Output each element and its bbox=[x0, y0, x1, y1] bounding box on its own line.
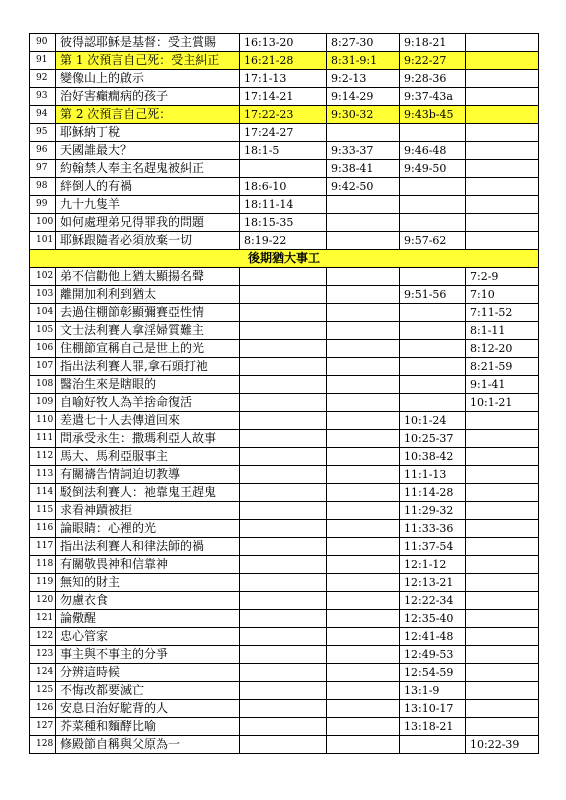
event-title: 有關禱告情詞迫切教導 bbox=[56, 466, 240, 484]
matthew-ref bbox=[240, 574, 327, 592]
row-number: 127 bbox=[30, 718, 56, 736]
event-title: 耶穌納丁稅 bbox=[56, 124, 240, 142]
luke-ref: 13:1-9 bbox=[400, 682, 466, 700]
luke-ref: 12:35-40 bbox=[400, 610, 466, 628]
john-ref bbox=[466, 106, 539, 124]
luke-ref: 10:1-24 bbox=[400, 412, 466, 430]
event-title: 有關敬畏神和信靠神 bbox=[56, 556, 240, 574]
john-ref bbox=[466, 520, 539, 538]
mark-ref bbox=[327, 556, 400, 574]
row-number: 122 bbox=[30, 628, 56, 646]
table-row bbox=[30, 88, 539, 106]
section-row bbox=[30, 250, 539, 268]
row-number: 123 bbox=[30, 646, 56, 664]
table-row bbox=[30, 466, 539, 484]
matthew-ref bbox=[240, 358, 327, 376]
matthew-ref: 16:13-20 bbox=[240, 34, 327, 52]
event-title: 事主與不事主的分爭 bbox=[56, 646, 240, 664]
matthew-ref bbox=[240, 286, 327, 304]
john-ref bbox=[466, 34, 539, 52]
luke-ref: 9:18-21 bbox=[400, 34, 466, 52]
mark-ref bbox=[327, 358, 400, 376]
luke-ref: 13:10-17 bbox=[400, 700, 466, 718]
table-row bbox=[30, 646, 539, 664]
row-number: 92 bbox=[30, 70, 56, 88]
luke-ref: 9:22-27 bbox=[400, 52, 466, 70]
mark-ref: 9:30-32 bbox=[327, 106, 400, 124]
row-number: 113 bbox=[30, 466, 56, 484]
row-number: 120 bbox=[30, 592, 56, 610]
event-title: 論儆醒 bbox=[56, 610, 240, 628]
table-row bbox=[30, 394, 539, 412]
mark-ref bbox=[327, 124, 400, 142]
matthew-ref bbox=[240, 322, 327, 340]
table-row bbox=[30, 52, 539, 70]
table-row bbox=[30, 124, 539, 142]
row-number: 125 bbox=[30, 682, 56, 700]
matthew-ref bbox=[240, 646, 327, 664]
table-row bbox=[30, 160, 539, 178]
luke-ref: 11:33-36 bbox=[400, 520, 466, 538]
luke-ref bbox=[400, 736, 466, 754]
john-ref bbox=[466, 430, 539, 448]
john-ref bbox=[466, 574, 539, 592]
row-number: 108 bbox=[30, 376, 56, 394]
event-title: 約翰禁人奉主名趕鬼被糾正 bbox=[56, 160, 240, 178]
table-row bbox=[30, 718, 539, 736]
mark-ref bbox=[327, 412, 400, 430]
john-ref bbox=[466, 160, 539, 178]
row-number: 128 bbox=[30, 736, 56, 754]
john-ref bbox=[466, 178, 539, 196]
event-title: 變像山上的啟示 bbox=[56, 70, 240, 88]
table-row bbox=[30, 358, 539, 376]
mark-ref bbox=[327, 502, 400, 520]
event-title: 醫治生來是瞎眼的 bbox=[56, 376, 240, 394]
matthew-ref bbox=[240, 502, 327, 520]
event-title: 離開加利利到猶太 bbox=[56, 286, 240, 304]
event-title: 弟不信勸他上猶太顯揚名聲 bbox=[56, 268, 240, 286]
table-row bbox=[30, 682, 539, 700]
matthew-ref: 8:19-22 bbox=[240, 232, 327, 250]
table-row bbox=[30, 502, 539, 520]
luke-ref: 12:13-21 bbox=[400, 574, 466, 592]
john-ref bbox=[466, 88, 539, 106]
row-number: 103 bbox=[30, 286, 56, 304]
matthew-ref: 17:22-23 bbox=[240, 106, 327, 124]
matthew-ref: 16:21-28 bbox=[240, 52, 327, 70]
table-row bbox=[30, 412, 539, 430]
john-ref bbox=[466, 124, 539, 142]
table-row bbox=[30, 70, 539, 88]
event-title: 忠心管家 bbox=[56, 628, 240, 646]
luke-ref: 11:1-13 bbox=[400, 466, 466, 484]
john-ref: 7:2-9 bbox=[466, 268, 539, 286]
row-number: 114 bbox=[30, 484, 56, 502]
table-row bbox=[30, 538, 539, 556]
john-ref bbox=[466, 142, 539, 160]
matthew-ref bbox=[240, 304, 327, 322]
mark-ref bbox=[327, 394, 400, 412]
luke-ref: 10:25-37 bbox=[400, 430, 466, 448]
john-ref bbox=[466, 196, 539, 214]
row-number: 115 bbox=[30, 502, 56, 520]
event-title: 論眼睛：心裡的光 bbox=[56, 520, 240, 538]
table-row bbox=[30, 610, 539, 628]
matthew-ref bbox=[240, 520, 327, 538]
event-title: 勿慮衣食 bbox=[56, 592, 240, 610]
mark-ref bbox=[327, 664, 400, 682]
matthew-ref bbox=[240, 448, 327, 466]
event-title: 治好害癲癇病的孩子 bbox=[56, 88, 240, 106]
event-title: 天國誰最大？ bbox=[56, 142, 240, 160]
mark-ref bbox=[327, 376, 400, 394]
row-number: 96 bbox=[30, 142, 56, 160]
table-row bbox=[30, 448, 539, 466]
table-body-bottom bbox=[30, 268, 539, 754]
table-row bbox=[30, 196, 539, 214]
luke-ref: 12:22-34 bbox=[400, 592, 466, 610]
luke-ref: 12:1-12 bbox=[400, 556, 466, 574]
john-ref bbox=[466, 448, 539, 466]
mark-ref: 9:42-50 bbox=[327, 178, 400, 196]
row-number: 91 bbox=[30, 52, 56, 70]
matthew-ref bbox=[240, 538, 327, 556]
event-title: 自喻好牧人為羊捨命復活 bbox=[56, 394, 240, 412]
matthew-ref: 17:1-13 bbox=[240, 70, 327, 88]
luke-ref bbox=[400, 268, 466, 286]
table-row bbox=[30, 286, 539, 304]
john-ref bbox=[466, 538, 539, 556]
event-title: 分辨這時候 bbox=[56, 664, 240, 682]
row-number: 100 bbox=[30, 214, 56, 232]
mark-ref: 9:14-29 bbox=[327, 88, 400, 106]
event-title: 第 2 次預言自己死： bbox=[56, 106, 240, 124]
matthew-ref bbox=[240, 628, 327, 646]
event-title: 駁倒法利賽人：祂靠鬼王趕鬼 bbox=[56, 484, 240, 502]
luke-ref bbox=[400, 124, 466, 142]
john-ref bbox=[466, 700, 539, 718]
row-number: 102 bbox=[30, 268, 56, 286]
luke-ref bbox=[400, 196, 466, 214]
john-ref: 7:11-52 bbox=[466, 304, 539, 322]
matthew-ref bbox=[240, 466, 327, 484]
section-title: 後期猶大事工 bbox=[30, 250, 539, 268]
luke-ref: 11:29-32 bbox=[400, 502, 466, 520]
table-row bbox=[30, 430, 539, 448]
luke-ref: 9:37-43a bbox=[400, 88, 466, 106]
luke-ref bbox=[400, 340, 466, 358]
luke-ref: 12:41-48 bbox=[400, 628, 466, 646]
matthew-ref bbox=[240, 484, 327, 502]
matthew-ref bbox=[240, 664, 327, 682]
mark-ref bbox=[327, 340, 400, 358]
luke-ref: 9:28-36 bbox=[400, 70, 466, 88]
event-title: 耶穌跟隨者必須放棄一切 bbox=[56, 232, 240, 250]
event-title: 芥菜種和麵酵比喻 bbox=[56, 718, 240, 736]
table-row bbox=[30, 178, 539, 196]
matthew-ref bbox=[240, 340, 327, 358]
event-title: 去過住棚節彰顯彌賽亞性情 bbox=[56, 304, 240, 322]
luke-ref: 9:57-62 bbox=[400, 232, 466, 250]
row-number: 112 bbox=[30, 448, 56, 466]
mark-ref bbox=[327, 520, 400, 538]
table-row bbox=[30, 34, 539, 52]
john-ref bbox=[466, 52, 539, 70]
luke-ref: 13:18-21 bbox=[400, 718, 466, 736]
mark-ref bbox=[327, 268, 400, 286]
john-ref: 8:21-59 bbox=[466, 358, 539, 376]
john-ref bbox=[466, 214, 539, 232]
event-title: 馬大、馬利亞服事主 bbox=[56, 448, 240, 466]
event-title: 九十九隻羊 bbox=[56, 196, 240, 214]
mark-ref bbox=[327, 682, 400, 700]
matthew-ref bbox=[240, 556, 327, 574]
mark-ref bbox=[327, 700, 400, 718]
table-row bbox=[30, 592, 539, 610]
john-ref bbox=[466, 502, 539, 520]
matthew-ref: 18:11-14 bbox=[240, 196, 327, 214]
john-ref: 9:1-41 bbox=[466, 376, 539, 394]
matthew-ref: 18:6-10 bbox=[240, 178, 327, 196]
row-number: 119 bbox=[30, 574, 56, 592]
john-ref bbox=[466, 466, 539, 484]
event-title: 求看神蹟被拒 bbox=[56, 502, 240, 520]
row-number: 121 bbox=[30, 610, 56, 628]
luke-ref bbox=[400, 178, 466, 196]
matthew-ref bbox=[240, 610, 327, 628]
matthew-ref bbox=[240, 268, 327, 286]
matthew-ref bbox=[240, 736, 327, 754]
john-ref bbox=[466, 232, 539, 250]
row-number: 98 bbox=[30, 178, 56, 196]
row-number: 95 bbox=[30, 124, 56, 142]
mark-ref bbox=[327, 574, 400, 592]
table-row bbox=[30, 304, 539, 322]
matthew-ref bbox=[240, 682, 327, 700]
table-row bbox=[30, 214, 539, 232]
table-row bbox=[30, 664, 539, 682]
matthew-ref bbox=[240, 718, 327, 736]
mark-ref bbox=[327, 196, 400, 214]
row-number: 101 bbox=[30, 232, 56, 250]
mark-ref bbox=[327, 448, 400, 466]
event-title: 無知的財主 bbox=[56, 574, 240, 592]
mark-ref bbox=[327, 322, 400, 340]
mark-ref: 9:38-41 bbox=[327, 160, 400, 178]
john-ref bbox=[466, 556, 539, 574]
table-row bbox=[30, 340, 539, 358]
mark-ref bbox=[327, 286, 400, 304]
john-ref bbox=[466, 664, 539, 682]
mark-ref: 9:2-13 bbox=[327, 70, 400, 88]
mark-ref bbox=[327, 430, 400, 448]
john-ref bbox=[466, 592, 539, 610]
luke-ref: 11:14-28 bbox=[400, 484, 466, 502]
john-ref: 10:22-39 bbox=[466, 736, 539, 754]
event-title: 文士法利賽人拿淫婦質難主 bbox=[56, 322, 240, 340]
event-title: 絆倒人的有禍 bbox=[56, 178, 240, 196]
john-ref: 10:1-21 bbox=[466, 394, 539, 412]
john-ref: 7:10 bbox=[466, 286, 539, 304]
mark-ref: 8:31-9:1 bbox=[327, 52, 400, 70]
luke-ref bbox=[400, 376, 466, 394]
event-title: 安息日治好駝背的人 bbox=[56, 700, 240, 718]
event-title: 如何處理弟兄得罪我的問題 bbox=[56, 214, 240, 232]
table-row bbox=[30, 376, 539, 394]
event-title: 彼得認耶穌是基督：受主賞賜 bbox=[56, 34, 240, 52]
row-number: 110 bbox=[30, 412, 56, 430]
matthew-ref: 18:15-35 bbox=[240, 214, 327, 232]
table-row bbox=[30, 232, 539, 250]
row-number: 107 bbox=[30, 358, 56, 376]
john-ref: 8:1-11 bbox=[466, 322, 539, 340]
mark-ref bbox=[327, 610, 400, 628]
row-number: 106 bbox=[30, 340, 56, 358]
table-row bbox=[30, 700, 539, 718]
mark-ref bbox=[327, 718, 400, 736]
john-ref bbox=[466, 610, 539, 628]
john-ref bbox=[466, 718, 539, 736]
luke-ref: 12:49-53 bbox=[400, 646, 466, 664]
row-number: 90 bbox=[30, 34, 56, 52]
row-number: 109 bbox=[30, 394, 56, 412]
mark-ref bbox=[327, 484, 400, 502]
table-row bbox=[30, 106, 539, 124]
luke-ref: 9:49-50 bbox=[400, 160, 466, 178]
mark-ref bbox=[327, 538, 400, 556]
table-body-top bbox=[30, 34, 539, 250]
row-number: 116 bbox=[30, 520, 56, 538]
john-ref bbox=[466, 628, 539, 646]
luke-ref bbox=[400, 394, 466, 412]
row-number: 93 bbox=[30, 88, 56, 106]
luke-ref: 12:54-59 bbox=[400, 664, 466, 682]
john-ref: 8:12-20 bbox=[466, 340, 539, 358]
matthew-ref bbox=[240, 376, 327, 394]
luke-ref bbox=[400, 214, 466, 232]
luke-ref bbox=[400, 304, 466, 322]
luke-ref: 9:51-56 bbox=[400, 286, 466, 304]
john-ref bbox=[466, 646, 539, 664]
row-number: 118 bbox=[30, 556, 56, 574]
table-row bbox=[30, 628, 539, 646]
table-row bbox=[30, 142, 539, 160]
luke-ref: 10:38-42 bbox=[400, 448, 466, 466]
luke-ref bbox=[400, 358, 466, 376]
mark-ref bbox=[327, 646, 400, 664]
mark-ref bbox=[327, 232, 400, 250]
row-number: 126 bbox=[30, 700, 56, 718]
event-title: 住棚節宣稱自己是世上的光 bbox=[56, 340, 240, 358]
mark-ref: 9:33-37 bbox=[327, 142, 400, 160]
luke-ref bbox=[400, 322, 466, 340]
row-number: 99 bbox=[30, 196, 56, 214]
event-title: 第 1 次預言自己死：受主糾正 bbox=[56, 52, 240, 70]
row-number: 105 bbox=[30, 322, 56, 340]
luke-ref: 9:46-48 bbox=[400, 142, 466, 160]
table-row bbox=[30, 520, 539, 538]
table-row bbox=[30, 556, 539, 574]
matthew-ref bbox=[240, 430, 327, 448]
row-number: 97 bbox=[30, 160, 56, 178]
table-row bbox=[30, 322, 539, 340]
matthew-ref bbox=[240, 160, 327, 178]
matthew-ref bbox=[240, 700, 327, 718]
mark-ref bbox=[327, 736, 400, 754]
mark-ref: 8:27-30 bbox=[327, 34, 400, 52]
harmony-table bbox=[29, 33, 539, 754]
table-row bbox=[30, 736, 539, 754]
luke-ref: 9:43b-45 bbox=[400, 106, 466, 124]
matthew-ref: 17:14-21 bbox=[240, 88, 327, 106]
matthew-ref bbox=[240, 394, 327, 412]
matthew-ref bbox=[240, 412, 327, 430]
table-row bbox=[30, 484, 539, 502]
john-ref bbox=[466, 412, 539, 430]
mark-ref bbox=[327, 214, 400, 232]
event-title: 修殿節自稱與父原為一 bbox=[56, 736, 240, 754]
table-row bbox=[30, 574, 539, 592]
event-title: 不悔改都要滅亡 bbox=[56, 682, 240, 700]
matthew-ref: 17:24-27 bbox=[240, 124, 327, 142]
john-ref bbox=[466, 682, 539, 700]
luke-ref: 11:37-54 bbox=[400, 538, 466, 556]
event-title: 指出法利賽人和律法師的禍 bbox=[56, 538, 240, 556]
mark-ref bbox=[327, 304, 400, 322]
matthew-ref: 18:1-5 bbox=[240, 142, 327, 160]
mark-ref bbox=[327, 628, 400, 646]
john-ref bbox=[466, 484, 539, 502]
row-number: 94 bbox=[30, 106, 56, 124]
row-number: 111 bbox=[30, 430, 56, 448]
row-number: 104 bbox=[30, 304, 56, 322]
mark-ref bbox=[327, 466, 400, 484]
row-number: 117 bbox=[30, 538, 56, 556]
row-number: 124 bbox=[30, 664, 56, 682]
event-title: 差遣七十人去傳道回來 bbox=[56, 412, 240, 430]
mark-ref bbox=[327, 592, 400, 610]
event-title: 問承受永生：撒瑪利亞人故事 bbox=[56, 430, 240, 448]
table-row bbox=[30, 268, 539, 286]
section-header bbox=[30, 250, 539, 268]
john-ref bbox=[466, 70, 539, 88]
matthew-ref bbox=[240, 592, 327, 610]
event-title: 指出法利賽人罪,拿石頭打祂 bbox=[56, 358, 240, 376]
